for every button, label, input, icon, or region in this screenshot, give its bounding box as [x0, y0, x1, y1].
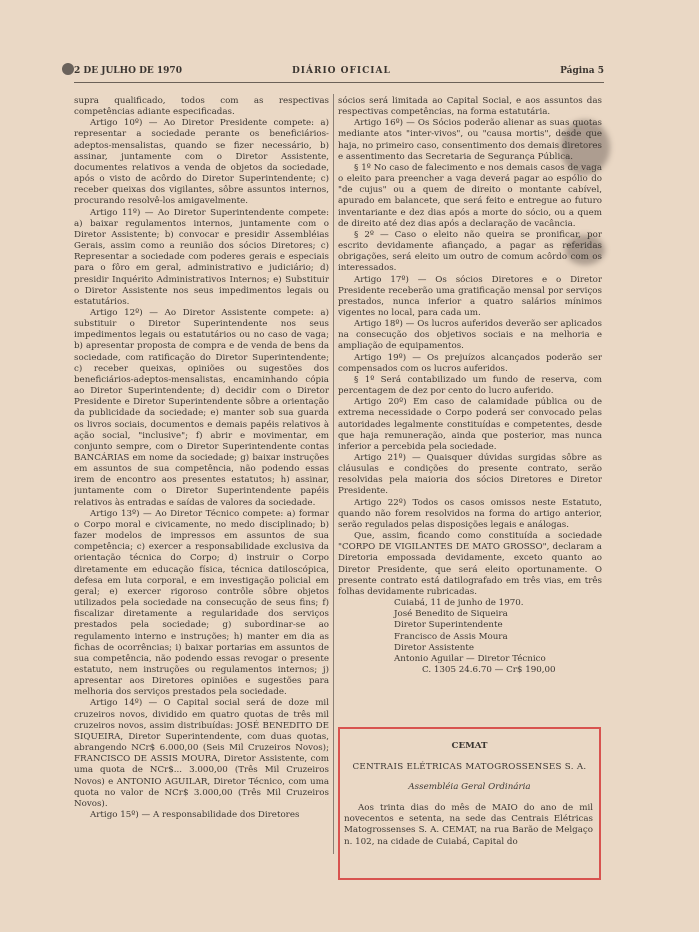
paragraph: sócios será limitada ao Capital Social, e aos assuntos das respectivas competências, na forma estatutária.	[338, 96, 602, 118]
paragraph: § 1º No caso de falecimento e nos demais casos de vaga o eleito para preencher a vaga deverá pagar ao espólio do "de cujus" ou a quem de direito o montante cabível, apurado em balancete, que será feito e entregue ao futuro inventariante e dez dias após a morte do sócio, ou a quem de direito até dez dias após a declaração de vacância.	[338, 162, 602, 229]
paragraph: Artigo 12º) — Ao Diretor Assistente compete: a) substituir o Diretor Superintendente nos seus impedimentos legais ou estatutários ou no caso de vaga; b) apresentar proposta de compra e de venda de bens da sociedade, com ratificação do Diretor Superintendente; c) receber queixas, opiniões ou sugestões dos beneficiários-adeptos-mensalistas, encaminhando cópia ao Diretor Superintendente; d) decidir com o Diretor Presidente e Diretor Superintendente sôbre a orientação da publicidade da sociedade; e) manter sob sua guarda os livros sociais, documentos e demais papéis relativos à ação social, "inclusive"; f) abrir e movimentar, em conjunto sempre, com o Diretor Superintendente contas BANCÁRIAS em nome da sociedade; g) baixar instruções em assuntos de sua competência, não podendo essas irem de encontro aos presentes estatutos; h) assinar, juntamente com o Diretor Superintendente papéis relativos às entradas e saídas de valores da sociedade.	[74, 307, 329, 508]
paragraph: Artigo 16º) — Os Sócios poderão alienar as suas quotas mediante atos "inter-vivos", ou "causa mortis", desde que haja, no primeiro caso, consentimento dos demais diretores e assentimento das Secretaria de Segurança Pública.	[338, 118, 602, 162]
right-column	[338, 96, 602, 726]
paragraph: Artigo 22º) Todos os casos omissos neste Estatuto, quando não forem resolvidos na forma do artigo anterior, serão regulados pelas disposições legais e análogas.	[338, 497, 602, 530]
signature-line: Diretor Assistente	[394, 642, 474, 653]
notice-subtitle: Assembléia Geral Ordinária	[408, 781, 531, 792]
column-divider	[333, 94, 334, 854]
receipt-line: C. 1305 24.6.70 — Cr$ 190,00	[422, 664, 556, 675]
signature-line: Cuiabá, 11 de junho de 1970.	[394, 598, 524, 609]
paragraph: Artigo 11º) — Ao Diretor Superintendente compete: a) baixar regulamentos internos, juntamente com o Diretor Assistente; b) convocar e presidir Assembléias Gerais, assim como a reunião dos sócios Diretores; c) Representar a sociedade com poderes gerais e especiais para o fôro em geral, administrativo e judiciário; d) presidir Inquérito Administrativos Internos; e) Substituir o Diretor Assistente nos seus impedimentos legais ou estatutários.	[74, 207, 329, 307]
signature-line: Antonio Aguilar — Diretor Técnico	[394, 653, 546, 664]
paragraph: supra qualificado, todos com as respectivas competências adiante especificadas.	[74, 96, 329, 118]
notice-company: CENTRAIS ELÉTRICAS MATOGROSSENSES S. A.	[352, 762, 587, 773]
paragraph: Artigo 20º) Em caso de calamidade pública ou de extrema necessidade o Corpo poderá ser convocado pelas autoridades legalmente constituídas e competentes, desde que haja remuneração, ainda que posterior, mas nunca inferior a percebida pela sociedade.	[338, 397, 602, 452]
paragraph: Artigo 14º) — O Capital social será de doze mil cruzeiros novos, dividido em quatro quotas de três mil cruzeiros novos, assim distribuídas: JOSÉ BENEDITO DE SIQUEIRA, Diretor Superintendente, com duas quotas, abrangendo NCr$ 6.000,00 (Seis Mil Cruzeiros Novos); FRANCISCO DE ASSIS MOURA, Diretor Assistente, com uma quota de NCr$... 3.000,00 (Três Mil Cruzeiros Novos) e ANTONIO AGUILAR, Diretor Técnico, com uma quota no valor de NCr$ 3.000,00 (Três Mil Cruzeiros Novos).	[74, 698, 329, 809]
paragraph: Artigo 13º) — Ao Diretor Técnico compete: a) formar o Corpo moral e civicamente, no medo disciplinado; b) fazer modelos de impressos em assuntos de sua competência; c) exercer a responsabilidade exclusiva da orientação técnica do Corpo; d) instruir o Corpo diretamente em educação física, técnica datiloscópica, defesa em luta corporal, e em investigação policial em geral; e) exercer rigoroso contrôle sôbre objetos utilizados pela sociedade na consecução de seus fins; f) fiscalizar diretamente a regularidade dos serviços prestados pela sociedade; g) subordinar-se ao regulamento interno e instruções; h) manter em dia as fichas de ocorrências; i) baixar portarias em assuntos de sua competência, não podendo essas revogar o presente estatuto, nem instruções ou regulamentos internos; j) apresentar aos Diretores opiniões e sugestões para melhoria dos serviços prestados pela sociedade.	[74, 508, 329, 698]
paragraph: Artigo 10º) — Ao Diretor Presidente compete: a) representar a sociedade perante os beneficiários-adeptos-mensalistas, quando se fizer necessário, b) assinar, juntamente com o Diretor Assistente, documentes relativos a venda de objetos da sociedade, após o visto de acôrdo do Diretor Superintendente; c) receber queixas dos vigilantes, sôbre assuntos internos, procurando resolvê-los amigavelmente.	[74, 118, 329, 207]
punch-hole	[62, 63, 74, 75]
notice-heading: CEMAT	[451, 741, 488, 751]
page-number: Página 5	[560, 66, 604, 76]
paragraph: Artigo 17º) — Os sócios Diretores e o Diretor Presidente receberão uma gratificação mensal por serviços prestados, nunca inferior a quatro salários mínimos vigentes no local, para cada um.	[338, 274, 602, 318]
notice-text: Aos trinta dias do mês de MAIO do ano de mil novecentos e setenta, na sede das Centrais Elétricas Matogrossenses S. A. CEMAT, na rua Barão de Melgaço n. 102, na cidade de Cuiabá, Capital do	[344, 802, 593, 847]
header-rule	[74, 82, 604, 83]
header-date: 2 DE JULHO DE 1970	[74, 66, 182, 76]
left-column	[74, 96, 329, 856]
paragraph: Artigo 19º) — Os prejuízos alcançados poderão ser compensados com os lucros auferidos.	[338, 352, 602, 374]
newspaper-title: DIÁRIO OFICIAL	[292, 66, 391, 76]
paragraph: § 1º Será contabilizado um fundo de reserva, com percentagem de dez por cento do lucro auferido.	[338, 374, 602, 397]
paragraph: § 2º — Caso o eleito não queira se pronificar, por escrito devidamente afiançado, a pagar as referidas obrigações, será eleito um outro de comum acôrdo com os interessados.	[338, 229, 602, 274]
paragraph: Artigo 15º) — A responsabilidade dos Diretores	[90, 810, 300, 820]
paragraph: Que, assim, ficando como constituída a sociedade "CORPO DE VIGILANTES DE MATO GROSSO", declaram a Diretoria empossada devidamente, exceto quanto ao Diretor Presidente, que será eleito oportunamente. O presente contrato está datilografado em três vias, em três folhas devidamente rubricadas.	[338, 531, 602, 597]
signature-line: Diretor Superintendente	[394, 620, 503, 631]
paragraph: Artigo 21º) — Quaisquer dúvidas surgidas sôbre as cláusulas e condições do presente contrato, serão resolvidas pela maioria dos sócios Diretores e Diretor Presidente.	[338, 453, 602, 497]
paragraph: Artigo 18º) — Os lucros auferidos deverão ser aplicados na consecução dos objetivos sociais e na melhoria e ampliação de equipamentos.	[338, 319, 602, 352]
signature-line: José Benedito de Siqueira	[394, 609, 508, 620]
signature-line: Francisco de Assis Moura	[394, 631, 508, 642]
cemat-notice-box	[338, 727, 601, 880]
page-header	[74, 66, 604, 82]
